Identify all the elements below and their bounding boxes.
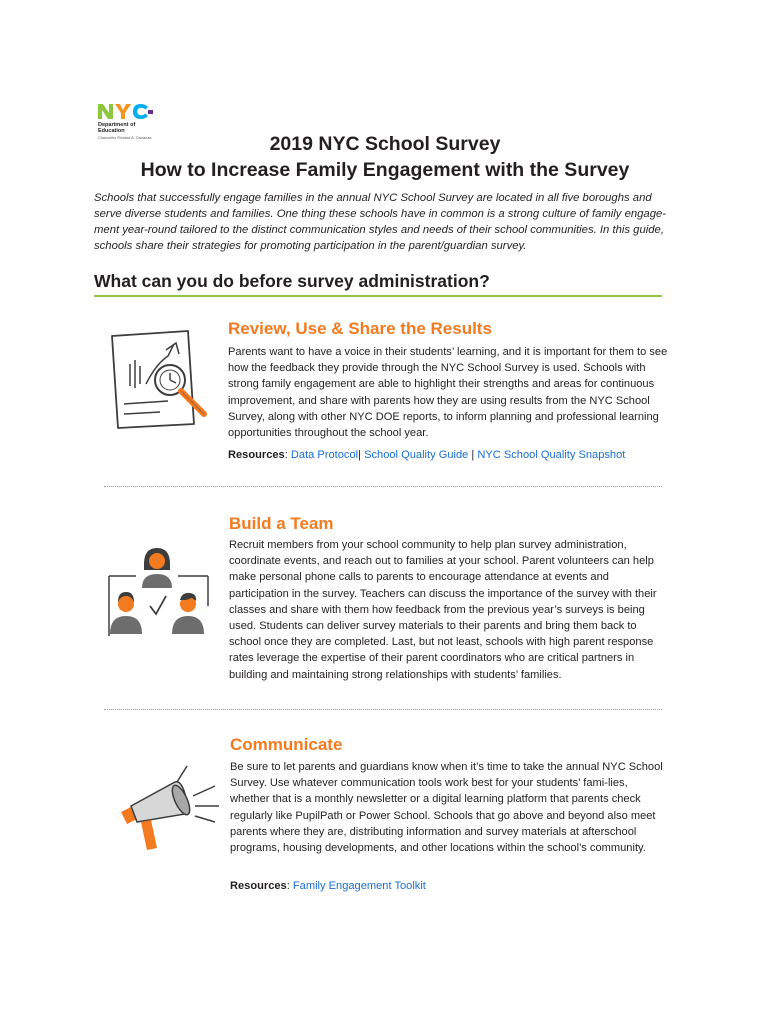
nyc-wordmark-icon xyxy=(96,101,154,121)
team-icon xyxy=(104,544,220,644)
section-title-review: Review, Use & Share the Results xyxy=(228,319,492,338)
department-line-2: Education xyxy=(98,128,125,134)
section-divider xyxy=(104,486,662,487)
resources-label: Resources xyxy=(230,880,287,892)
link-data-protocol[interactable]: Data Protocol xyxy=(290,449,359,461)
link-nyc-school-quality-snapshot[interactable]: NYC School Quality Snapshot xyxy=(477,449,626,461)
megaphone-icon xyxy=(115,760,225,858)
resources-line-review: Resources: Data Protocol| School Quality Guide | NYC School Quality Snapshot xyxy=(228,449,626,461)
page-title: 2019 NYC School Survey xyxy=(269,133,501,155)
chancellor-name: Chancellor Richard A. Carranza xyxy=(98,136,152,140)
resources-label: Resources xyxy=(228,449,285,461)
page-subtitle: How to Increase Family Engagement with the Survey xyxy=(140,159,630,181)
green-divider xyxy=(94,295,662,297)
section-divider xyxy=(104,709,662,710)
link-family-engagement-toolkit[interactable]: Family Engagement Toolkit xyxy=(292,880,426,892)
intro-paragraph: Schools that successfully engage families in the annual NYC School Survey are located in all five boroughs and serve diverse students and families. One thing these schools have in common is a strong culture of family engage-ment year-round tailored to the distinct communication styles and needs of their school communities. In this guide, schools share their strategies for promoting participation in the parent/guardian survey. xyxy=(94,192,667,252)
section-body-review: Parents want to have a voice in their students’ learning, and it is important for them to see how the feedback they provide through the NYC School Survey is used. Schools with strong family engagement are able to highlight their strengths and areas for continuous improvement, and share with parents how they are using results from the NYC School Survey, along with other NYC DOE reports, to inform planning and professional learning opportunities throughout the school year. xyxy=(228,346,668,440)
report-magnifier-icon xyxy=(106,328,224,430)
resources-line-communicate: Resources: Family Engagement Toolkit xyxy=(230,880,426,892)
section-body-communicate: Be sure to let parents and guardians know when it’s time to take the annual NYC School Survey. Use whatever communication tools work best for your students’ fami-lies, whether that is a monthly newsletter or a digital learning platform that parents check regularly like PupilPath or Power School. Schools that go above and beyond also meet parents where they are, distributing information and survey materials at afterschool programs, housing developments, and other locations within the school’s community. xyxy=(230,761,663,855)
department-line-1: Department of xyxy=(98,122,136,128)
section-body-team: Recruit members from your school community to help plan survey administration, coordinate events, and reach out to families at your school. Parent volunteers can help make personal phone calls to parents to encourage attendance at events and participation in the survey. Teachers can discuss the importance of the survey with their classes and share with them how feedback from the previous year’s surveys is being used. Students can deliver survey materials to their parents and bring them back to school once they are completed. Last, but not least, schools with high parent response rates leverage the expertise of their parent coordinators who are critical partners in building and maintaining strong relationships with students’ families. xyxy=(229,539,657,681)
section-title-communicate: Communicate xyxy=(230,735,343,754)
section-heading: What can you do before survey administration? xyxy=(94,271,490,291)
section-title-team: Build a Team xyxy=(229,514,334,533)
link-school-quality-guide[interactable]: School Quality Guide xyxy=(364,449,469,461)
